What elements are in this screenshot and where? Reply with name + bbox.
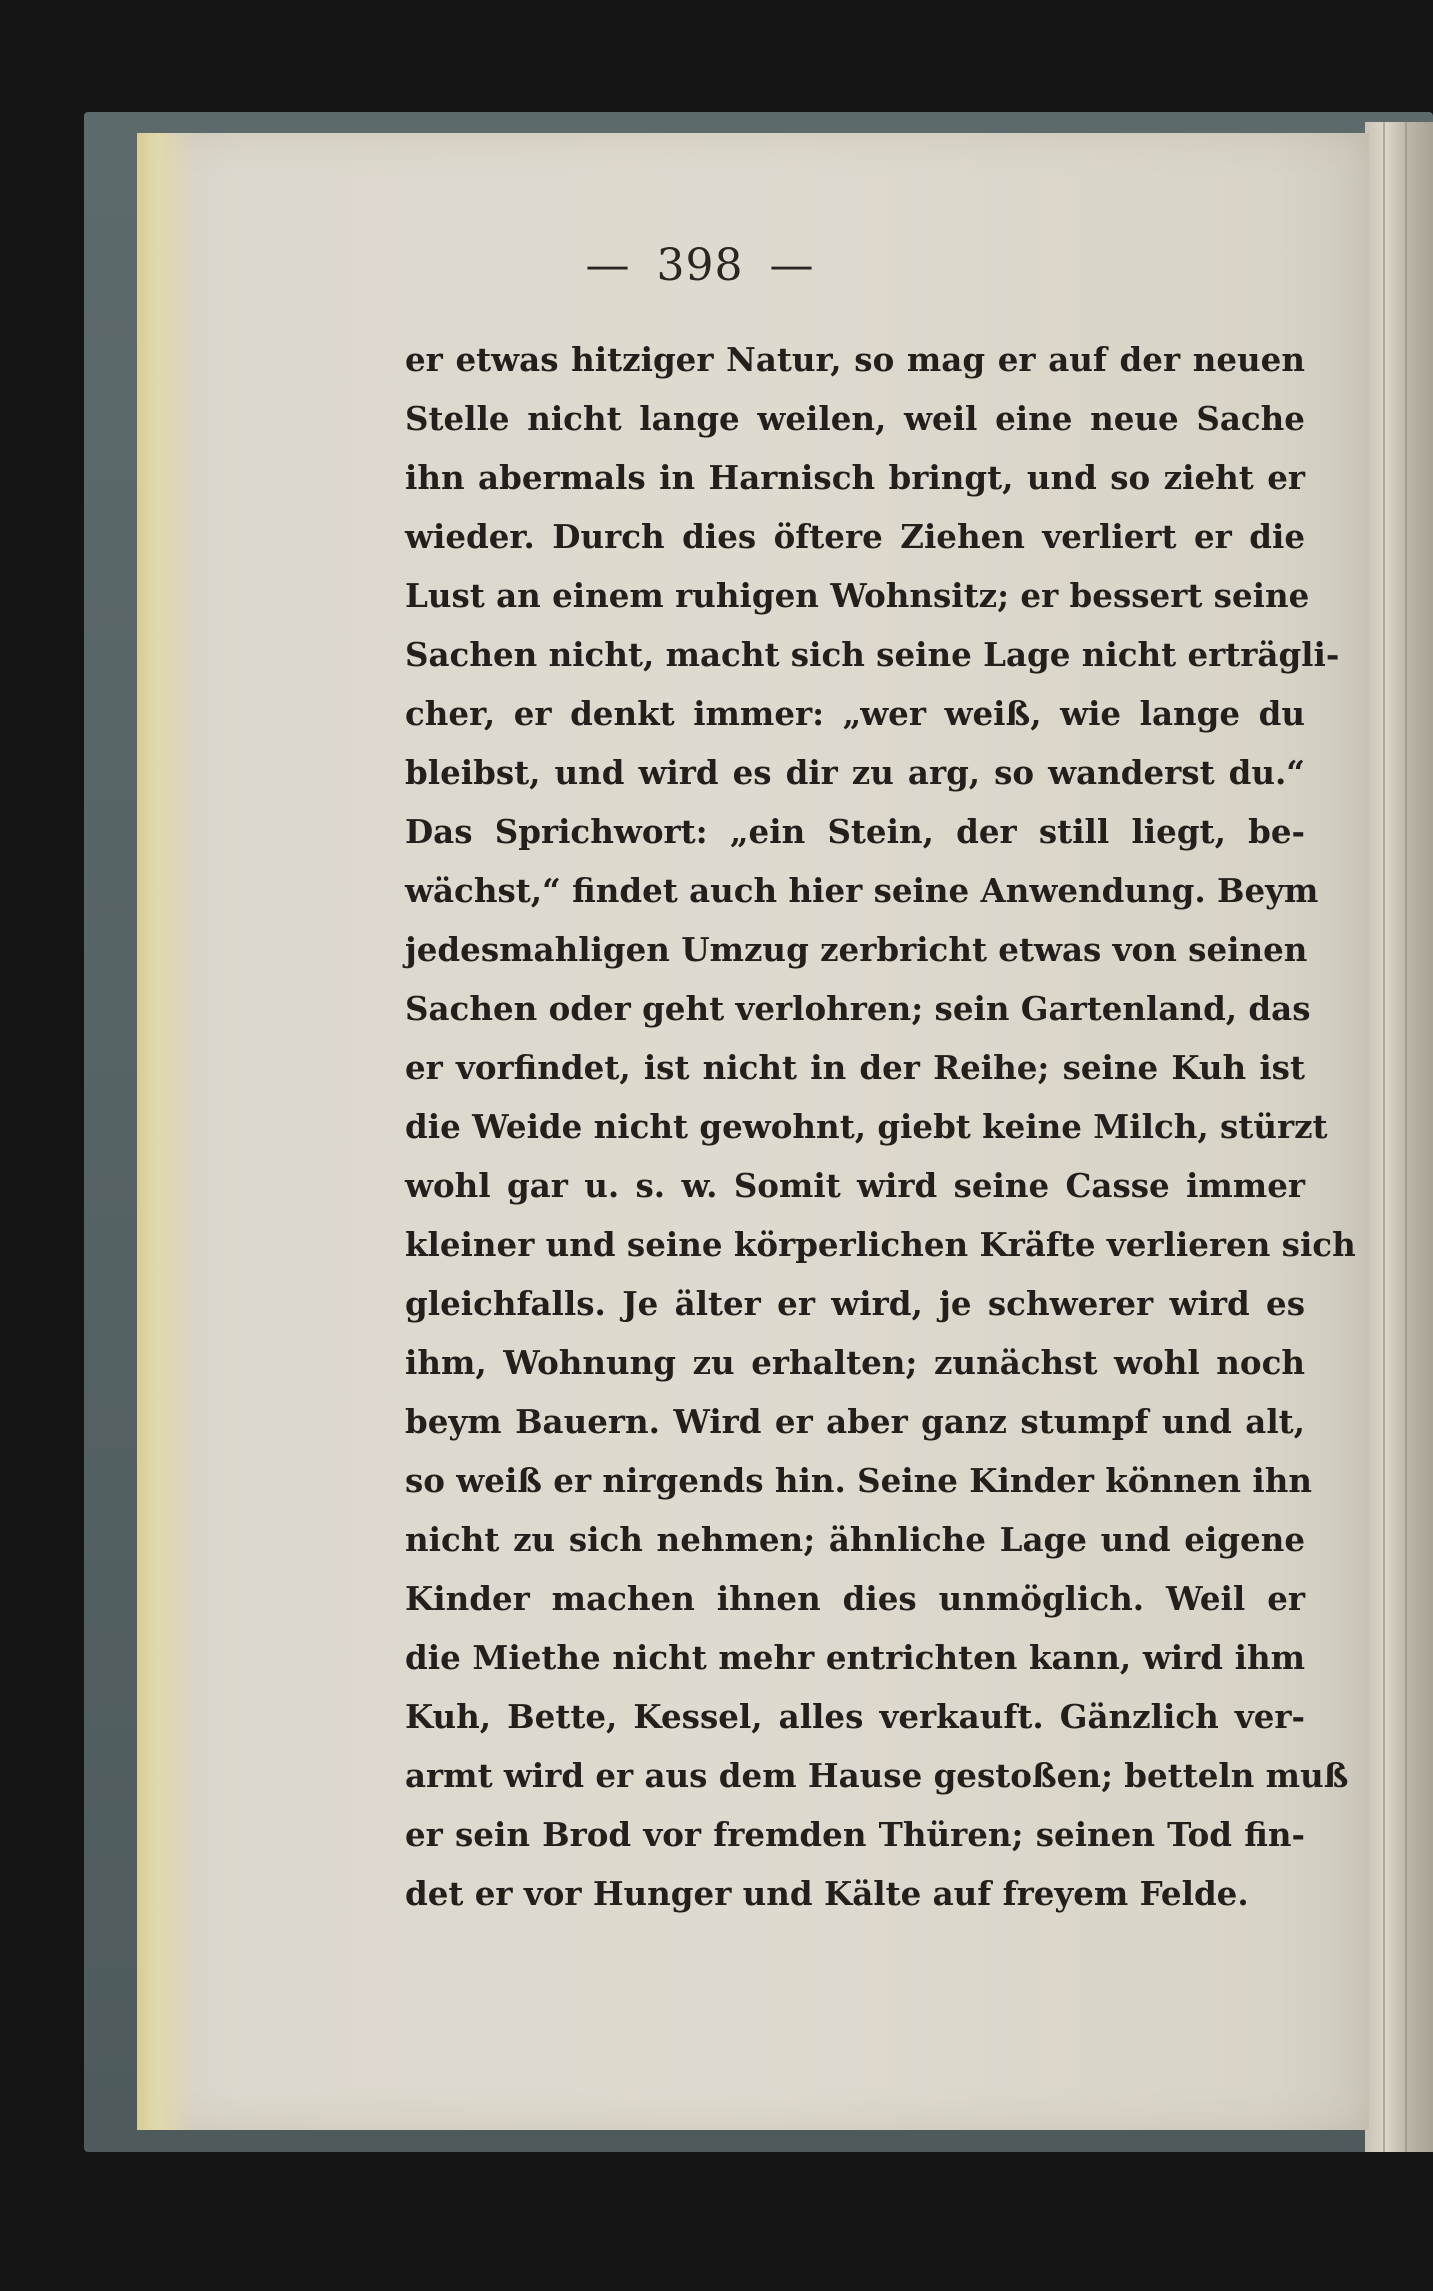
text-line: Stelle nicht lange weilen, weil eine neue Sache [405, 399, 1305, 438]
text-line: ihm, Wohnung zu erhalten; zunächst wohl noch [405, 1343, 1305, 1382]
text-line: kleiner und seine körperlichen Kräfte verlieren sich [405, 1225, 1356, 1264]
page-number: 398 [656, 240, 744, 291]
text-line: beym Bauern. Wird er aber ganz stumpf und alt, [405, 1402, 1305, 1441]
page-gutter-stain [137, 133, 197, 2130]
text-line: er etwas hitziger Natur, so mag er auf der neuen [405, 340, 1305, 379]
text-line: Sachen nicht, macht sich seine Lage nicht erträgli- [405, 635, 1340, 674]
text-line: er vorfindet, ist nicht in der Reihe; seine Kuh ist [405, 1048, 1305, 1087]
header-dash-left: — [585, 240, 631, 291]
text-line: Kinder machen ihnen dies unmöglich. Weil er [405, 1579, 1305, 1618]
text-line: wohl gar u. s. w. Somit wird seine Casse immer [405, 1166, 1305, 1205]
text-line: det er vor Hunger und Kälte auf freyem Felde. [405, 1874, 1249, 1913]
text-line: er sein Brod vor fremden Thüren; seinen Tod fin- [405, 1815, 1305, 1854]
body-text [405, 330, 1356, 1923]
text-line: bleibst, und wird es dir zu arg, so wanderst du.“ [405, 753, 1305, 792]
text-line: Kuh, Bette, Kessel, alles verkauft. Gänzlich ver- [405, 1697, 1305, 1736]
header-dash-right: — [769, 240, 815, 291]
text-line: wieder. Durch dies öftere Ziehen verliert er die [405, 517, 1305, 556]
page-edges [1365, 122, 1433, 2152]
text-line: nicht zu sich nehmen; ähnliche Lage und eigene [405, 1520, 1305, 1559]
text-line: Das Sprichwort: „ein Stein, der still liegt, be- [405, 812, 1305, 851]
text-line: die Weide nicht gewohnt, giebt keine Milch, stürzt [405, 1107, 1328, 1146]
text-line: so weiß er nirgends hin. Seine Kinder können ihn [405, 1461, 1312, 1500]
text-line: die Miethe nicht mehr entrichten kann, wird ihm [405, 1638, 1305, 1677]
text-line: gleichfalls. Je älter er wird, je schwerer wird es [405, 1284, 1305, 1323]
text-line: ihn abermals in Harnisch bringt, und so zieht er [405, 458, 1305, 497]
text-line: armt wird er aus dem Hause gestoßen; betteln muß [405, 1756, 1349, 1795]
text-line: wächst,“ findet auch hier seine Anwendung. Beym [405, 871, 1319, 910]
text-line: Lust an einem ruhigen Wohnsitz; er bessert seine [405, 576, 1310, 615]
text-line: jedesmahligen Umzug zerbricht etwas von seinen [405, 930, 1308, 969]
text-line: Sachen oder geht verlohren; sein Gartenland, das [405, 989, 1311, 1028]
text-line: cher, er denkt immer: „wer weiß, wie lange du [405, 694, 1305, 733]
page-header [570, 240, 830, 291]
